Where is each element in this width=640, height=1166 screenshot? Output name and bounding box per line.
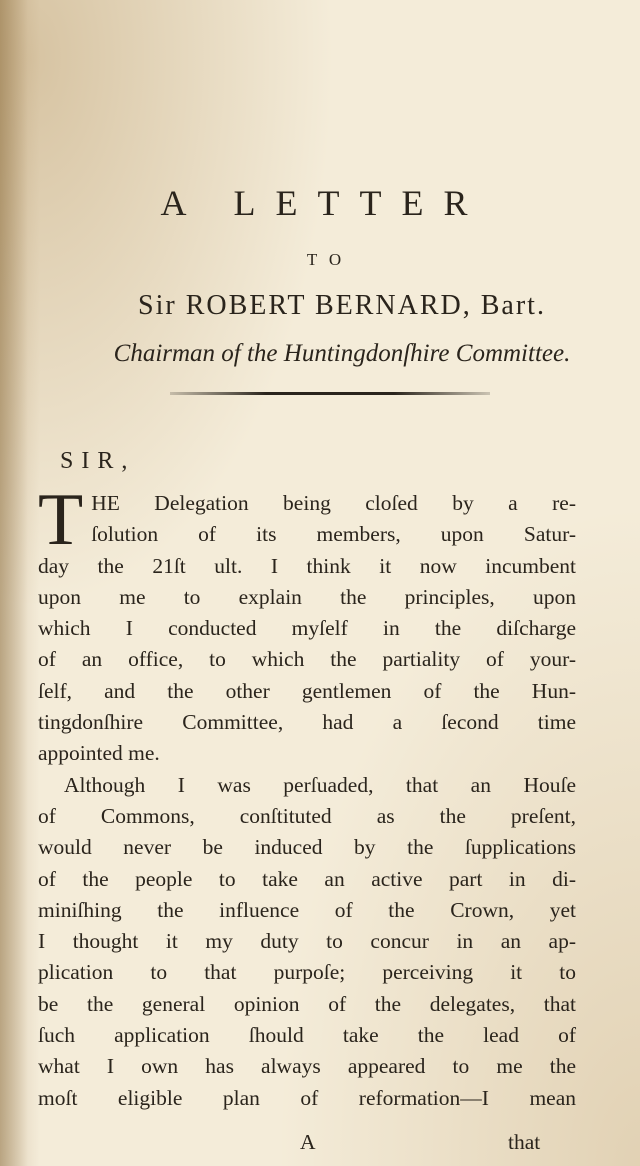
text-line: HE Delegation being cloſed by a re-: [91, 491, 576, 515]
text-line: plication to that purpoſe; perceiving it to: [38, 960, 576, 985]
text-line: of Commons, conſtituted as the preſent,: [38, 803, 576, 828]
text-line: Although I was perſuaded, that an Houſe: [64, 772, 576, 797]
text-line: appointed me.: [38, 741, 160, 766]
text-line: I thought it my duty to concur in an ap-: [38, 929, 576, 954]
catchword: that: [508, 1130, 541, 1154]
drop-cap: T: [38, 479, 84, 561]
letter-body: [38, 479, 576, 1114]
paragraph-1: [38, 479, 576, 770]
text-line: of the people to take an active part in di-: [38, 866, 576, 891]
text-line: ſelf, and the other gentlemen of the Hun-: [38, 678, 576, 703]
text-line: ſolution of its members, upon Satur-: [91, 522, 576, 547]
text-line: be the general opinion of the delegates, that: [38, 991, 576, 1016]
text-line: of an office, to which the partiality of your-: [38, 647, 576, 672]
signature-mark: A: [300, 1130, 316, 1154]
title-to: TO: [306, 250, 354, 269]
text-line: moſt eligible plan of reformation—I mean: [38, 1085, 576, 1110]
text-line: day the 21ſt ult. I think it now incumbent: [38, 553, 576, 578]
text-line: would never be induced by the ſupplications: [38, 835, 576, 860]
text-line: miniſhing the influence of the Crown, yet: [38, 897, 576, 922]
text-line: ſuch application ſhould take the lead of: [38, 1023, 576, 1048]
text-line: which I conducted myſelf in the diſcharge: [38, 616, 576, 641]
salutation: SIR,: [60, 448, 136, 474]
binding-gutter: [0, 0, 28, 1166]
paragraph-2: [38, 770, 576, 1114]
addressee-role: Chairman of the Huntingdonſhire Committee.: [113, 340, 571, 367]
text-line: what I own has always appeared to me the: [38, 1054, 576, 1079]
title-rule: [170, 392, 490, 395]
text-line: upon me to explain the principles, upon: [38, 584, 576, 609]
addressee-line: Sir ROBERT BERNARD, Bart.: [138, 290, 546, 321]
title-letter: A LETTER: [160, 183, 488, 223]
text-line: tingdonſhire Committee, had a ſecond time: [38, 710, 576, 735]
